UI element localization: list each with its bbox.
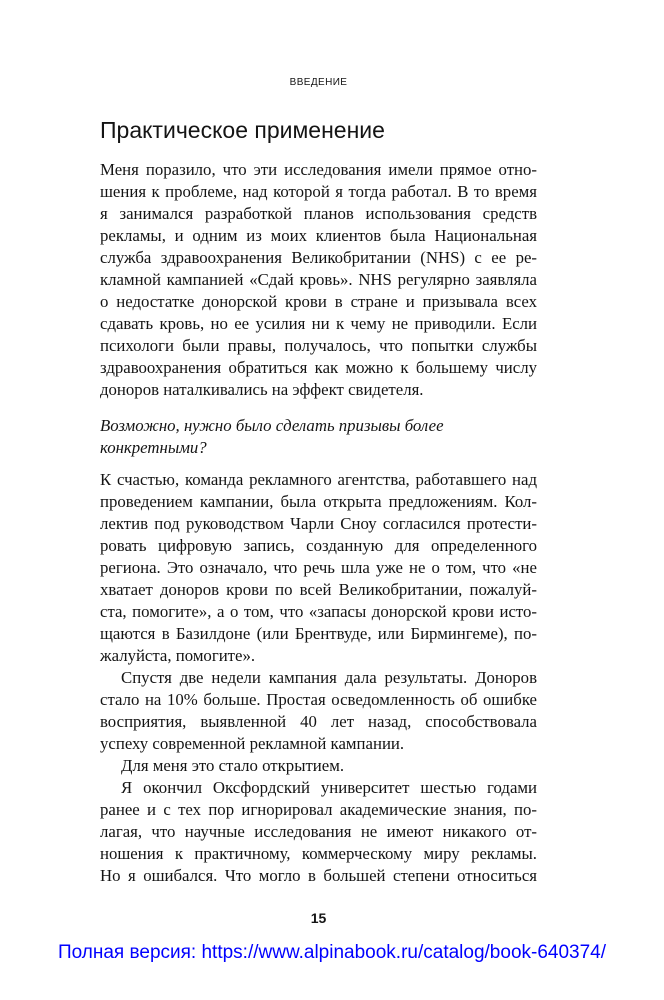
text-line: Спустя две недели кампания дала результаты. Доноров (121, 668, 537, 687)
text-line: Я окончил Оксфордский университет шестью годами (121, 778, 537, 797)
text-line: проведением кампании, была открыта предложениям. Кол- (100, 492, 537, 511)
text-line: лагая, что научные исследования не имеют никакого от- (100, 822, 537, 841)
text-line: жалуйста, помогите». (100, 646, 256, 665)
text-line: доноров наталкивались на эффект свидетеля. (100, 380, 424, 399)
text-line: стало на 10% больше. Простая осведомленность об ошибке (100, 690, 537, 709)
text-line: лектив под руководством Чарли Сноу согласился протести- (100, 514, 537, 533)
text-line: я занимался разработкой планов использования средств (100, 204, 537, 223)
paragraph-results (100, 667, 537, 755)
text-line: служба здравоохранения Великобритании (NHS) с ее ре- (100, 248, 537, 267)
text-line: психологи были правы, получалось, что попытки службы (100, 336, 537, 355)
italic-question (100, 415, 537, 459)
text-line: Меня поразило, что эти исследования имели прямое отно- (100, 160, 537, 179)
body-text (100, 159, 537, 887)
paragraph-intro (100, 159, 537, 401)
text-line: конкретными? (100, 438, 207, 457)
text-line: восприятия, выявленной 40 лет назад, способствовала (100, 712, 537, 731)
text-line: хватает доноров крови по всей Великобритании, пожалуй- (100, 580, 537, 599)
text-line: ранее и с тех пор игнорировал академические знания, по- (100, 800, 537, 819)
text-line: щаются в Базилдоне (или Брентвуде, или Бирмингеме), по- (100, 624, 537, 643)
text-line: К счастью, команда рекламного агентства, работавшего над (100, 470, 537, 489)
page-number: 15 (310, 910, 327, 926)
running-header: ВВЕДЕНИЕ (289, 77, 348, 88)
text-line: региона. Это означало, что речь шла уже не о том, что «не (100, 558, 537, 577)
full-version-link[interactable]: Полная версия: https://www.alpinabook.ru/catalog/book-640374/ (57, 942, 607, 963)
text-line: Возможно, нужно было сделать призывы более (100, 416, 444, 435)
paragraph-discovery (100, 755, 537, 777)
paragraph-campaign (100, 469, 537, 667)
section-title: Практическое применение (100, 117, 385, 143)
text-line: рекламы, и одним из моих клиентов была Национальная (100, 226, 537, 245)
text-line: о недостатке донорской крови в стране и призывала всех (100, 292, 537, 311)
text-line: кламной кампанией «Сдай кровь». NHS регулярно заявляла (100, 270, 537, 289)
text-line: ношения к практичному, коммерческому миру рекламы. (100, 844, 537, 863)
paragraph-oxford (100, 777, 537, 887)
text-line: ровать цифровую запись, созданную для определенного (100, 536, 537, 555)
text-line: сдавать кровь, но ее усилия ни к чему не приводили. Если (100, 314, 537, 333)
text-line: шения к проблеме, над которой я тогда работал. В то время (100, 182, 537, 201)
text-line: успеху современной рекламной кампании. (100, 734, 405, 753)
text-line: Для меня это стало открытием. (121, 756, 345, 775)
text-line: здравоохранения обратиться как можно к большему числу (100, 358, 537, 377)
text-line: ста, помогите», а о том, что «запасы донорской крови исто- (100, 602, 537, 621)
text-line: Но я ошибался. Что могло в большей степени относиться (100, 866, 537, 885)
